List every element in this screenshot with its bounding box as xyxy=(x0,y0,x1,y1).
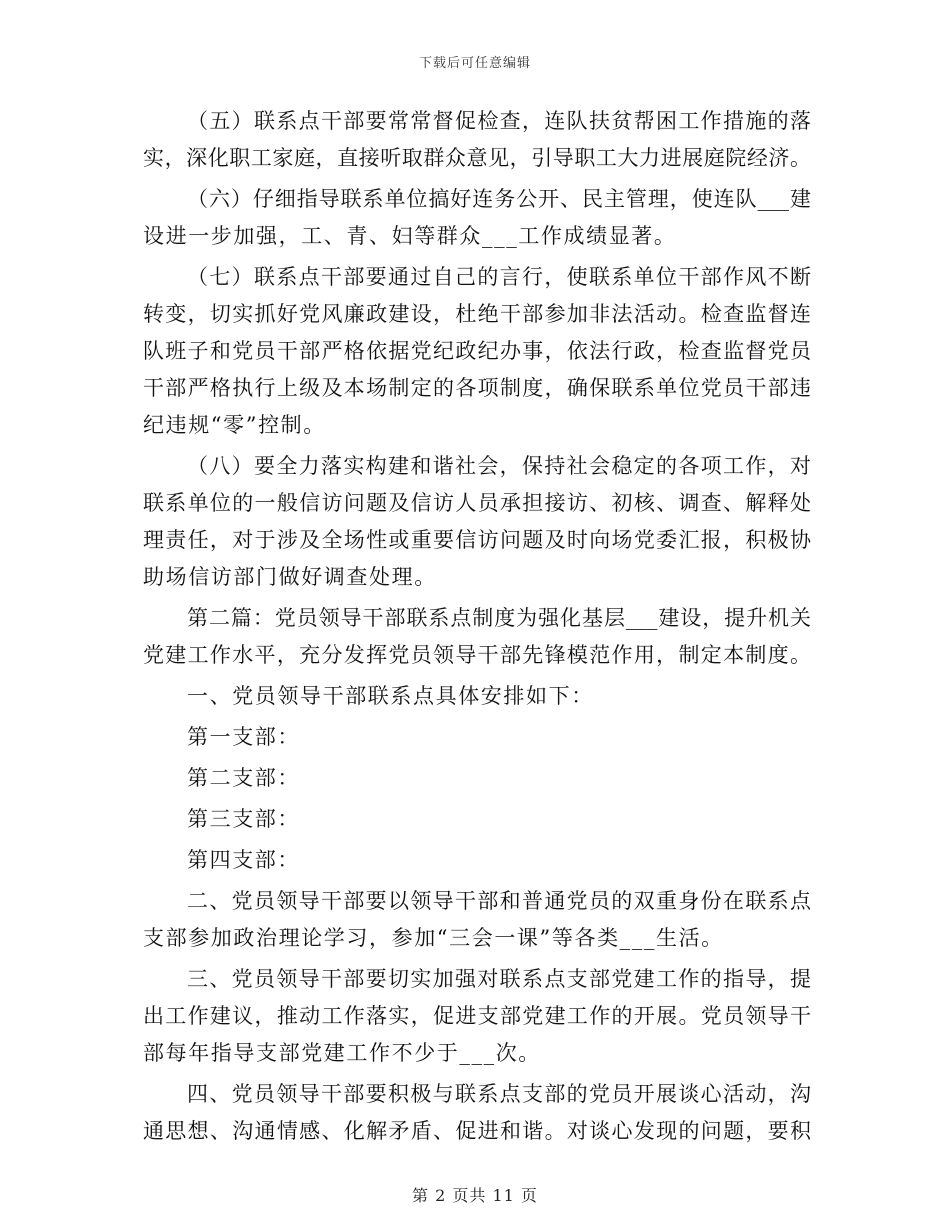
paragraph-8-line-2: 联系单位的一般信访问题及信访人员承担接访、初核、调查、解释处 xyxy=(143,491,811,515)
paragraph-8-line-3: 理责任，对于涉及全场性或重要信访问题及时向场党委汇报，积极协 xyxy=(143,528,811,552)
section-2-intro-line-2: 党建工作水平，充分发挥党员领导干部先锋模范作用，制定本制度。 xyxy=(143,643,811,667)
item-4-line-1: 四、党员领导干部要积极与联系点支部的党员开展谈心活动，沟 xyxy=(187,1082,811,1106)
paragraph-7-line-2: 转变，切实抓好党风廉政建设，杜绝干部参加非法活动。检查监督连 xyxy=(143,302,811,326)
paragraph-7-line-4: 干部严格执行上级及本场制定的各项制度，确保联系单位党员干部违 xyxy=(143,376,811,400)
item-3-line-3: 部每年指导支部党建工作不少于___次。 xyxy=(143,1041,541,1065)
item-2-line-2: 支部参加政治理论学习，参加“三会一课”等各类___生活。 xyxy=(143,926,724,950)
document-body xyxy=(143,103,811,1150)
paragraph-5-line-2: 实，深化职工家庭，直接听取群众意见，引导职工大力进展庭院经济。 xyxy=(143,146,811,170)
paragraph-5-line-1: （五）联系点干部要常常督促检查，连队扶贫帮困工作措施的落 xyxy=(187,109,811,133)
item-4-line-2: 通思想、沟通情感、化解矛盾、促进和谐。对谈心发现的问题，要积 xyxy=(143,1119,811,1143)
paragraph-8-line-1: （八）要全力落实构建和谐社会，保持社会稳定的各项工作，对 xyxy=(187,454,811,478)
paragraph-6-line-1: （六）仔细指导联系单位搞好连务公开、民主管理，使连队___建 xyxy=(187,187,811,211)
branch-2-label: 第二支部： xyxy=(187,766,300,790)
item-3-line-1: 三、党员领导干部要切实加强对联系点支部党建工作的指导，提 xyxy=(187,967,811,991)
item-3-line-2: 出工作建议，推动工作落实，促进支部党建工作的开展。党员领导干 xyxy=(143,1004,811,1028)
branch-3-label: 第三支部： xyxy=(187,807,300,831)
paragraph-8-line-4: 助场信访部门做好调查处理。 xyxy=(143,565,437,589)
branch-4-label: 第四支部： xyxy=(187,848,300,872)
branch-1-label: 第一支部： xyxy=(187,725,300,749)
section-2-intro-line-1: 第二篇：党员领导干部联系点制度为强化基层___建设，提升机关 xyxy=(187,606,811,630)
paragraph-6-line-2: 设进一步加强，工、青、妇等群众___工作成绩显著。 xyxy=(143,224,677,248)
page-footer: 第 2 页共 11 页 xyxy=(412,1186,538,1205)
item-2-line-1: 二、党员领导干部要以领导干部和普通党员的双重身份在联系点 xyxy=(187,889,811,913)
paragraph-7-line-5: 纪违规“零”控制。 xyxy=(143,413,326,437)
paragraph-7-line-1: （七）联系点干部要通过自己的言行，使联系单位干部作风不断 xyxy=(187,265,811,289)
page-header: 下载后可任意编辑 xyxy=(418,56,531,71)
paragraph-7-line-3: 队班子和党员干部严格依据党纪政纪办事，依法行政，检查监督党员 xyxy=(143,339,811,363)
item-1-heading: 一、党员领导干部联系点具体安排如下： xyxy=(187,684,594,708)
